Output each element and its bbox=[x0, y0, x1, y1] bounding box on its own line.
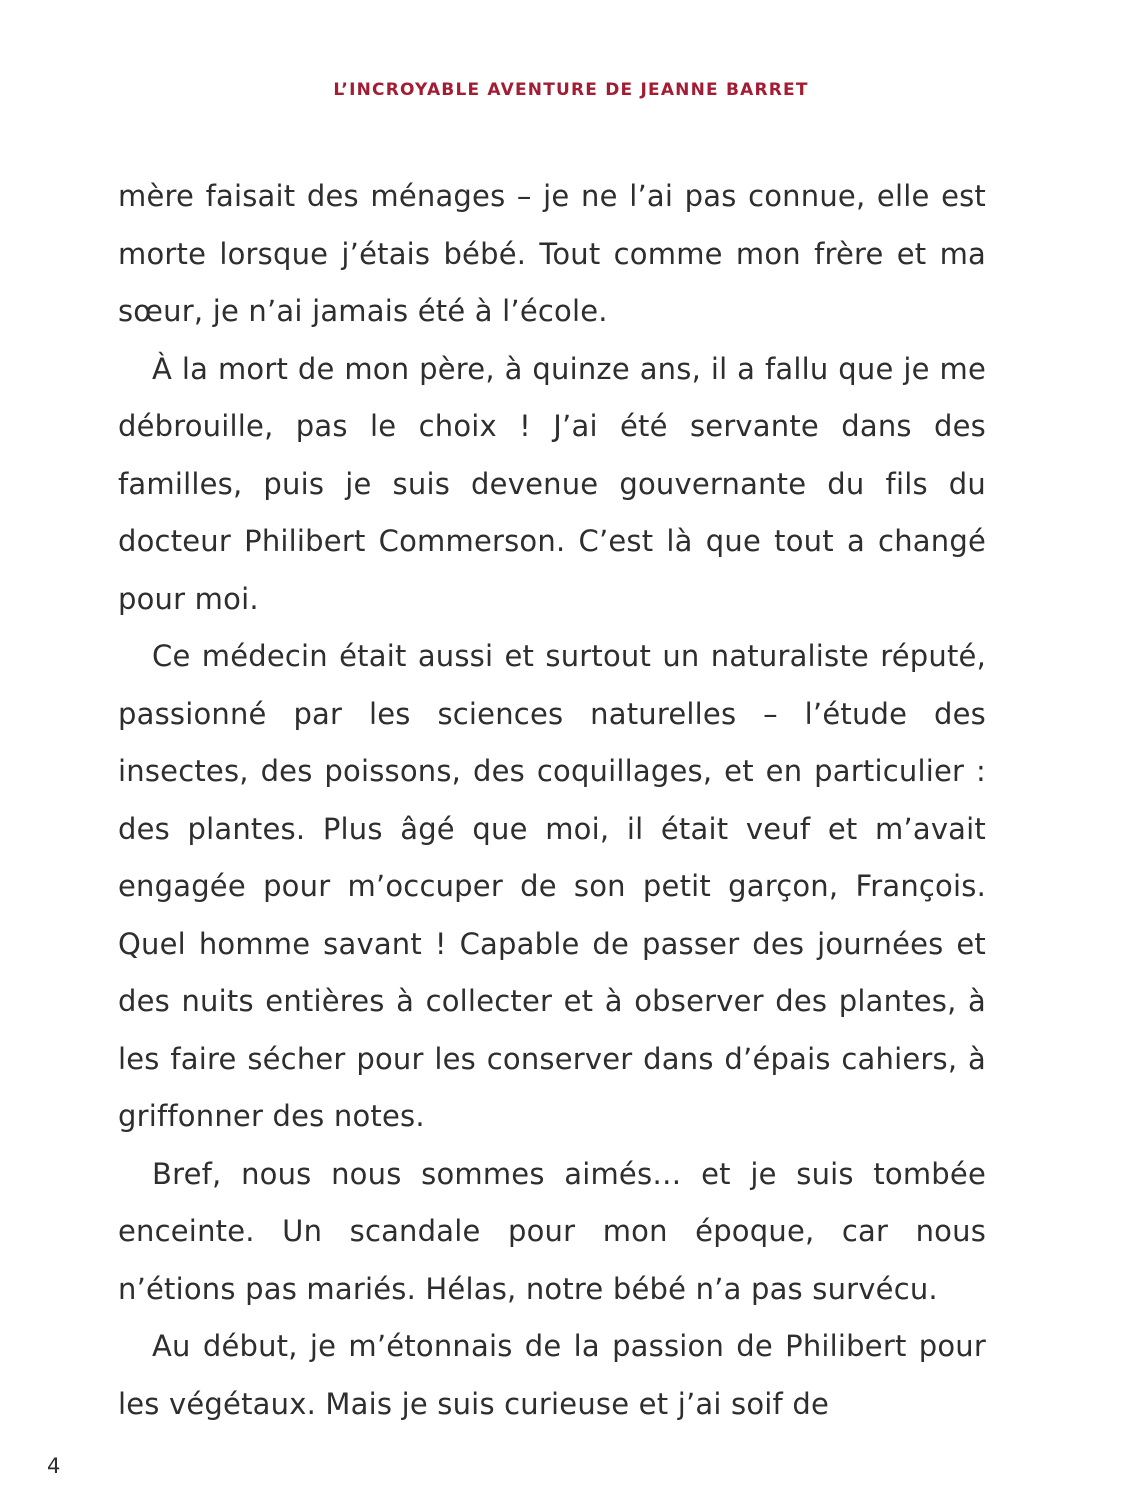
paragraph: À la mort de mon père, à quinze ans, il a fallu que je me débrouille, pas le choix ! J’ai été servante dans des familles, puis je suis devenue gouvernante du fils du docteur Philibert Commerson. C’est là que tout a changé pour moi. bbox=[118, 351, 986, 616]
paragraph: Ce médecin était aussi et surtout un naturaliste réputé, passionné par les sciences naturelles – l’étude des insectes, des poissons, des coquillages, et en particulier : des plantes. Plus âgé que moi, il était veuf et m’avait engagée pour m’occuper de son petit garçon, François. Quel homme savant ! Capable de passer des journées et des nuits entières à collecter et à observer des plantes, à les faire sécher pour les conserver dans d’épais cahiers, à griffonner des notes. bbox=[118, 639, 986, 1133]
paragraph: Bref, nous nous sommes aimés… et je suis tombée enceinte. Un scandale pour mon époque, car nous n’étions pas mariés. Hélas, notre bébé n’a pas survécu. bbox=[118, 1156, 986, 1306]
running-title: L’INCROYABLE AVENTURE DE JEANNE BARRET bbox=[333, 80, 809, 100]
paragraph: Au début, je m’étonnais de la passion de Philibert pour les végétaux. Mais je suis curieuse et j’ai soif de bbox=[118, 1329, 986, 1421]
page-number: 4 bbox=[47, 1454, 61, 1478]
page-body bbox=[118, 168, 986, 1433]
paragraph: mère faisait des ménages – je ne l’ai pas connue, elle est morte lorsque j’étais bébé. Tout comme mon frère et ma sœur, je n’ai jamais été à l’école. bbox=[118, 179, 986, 328]
